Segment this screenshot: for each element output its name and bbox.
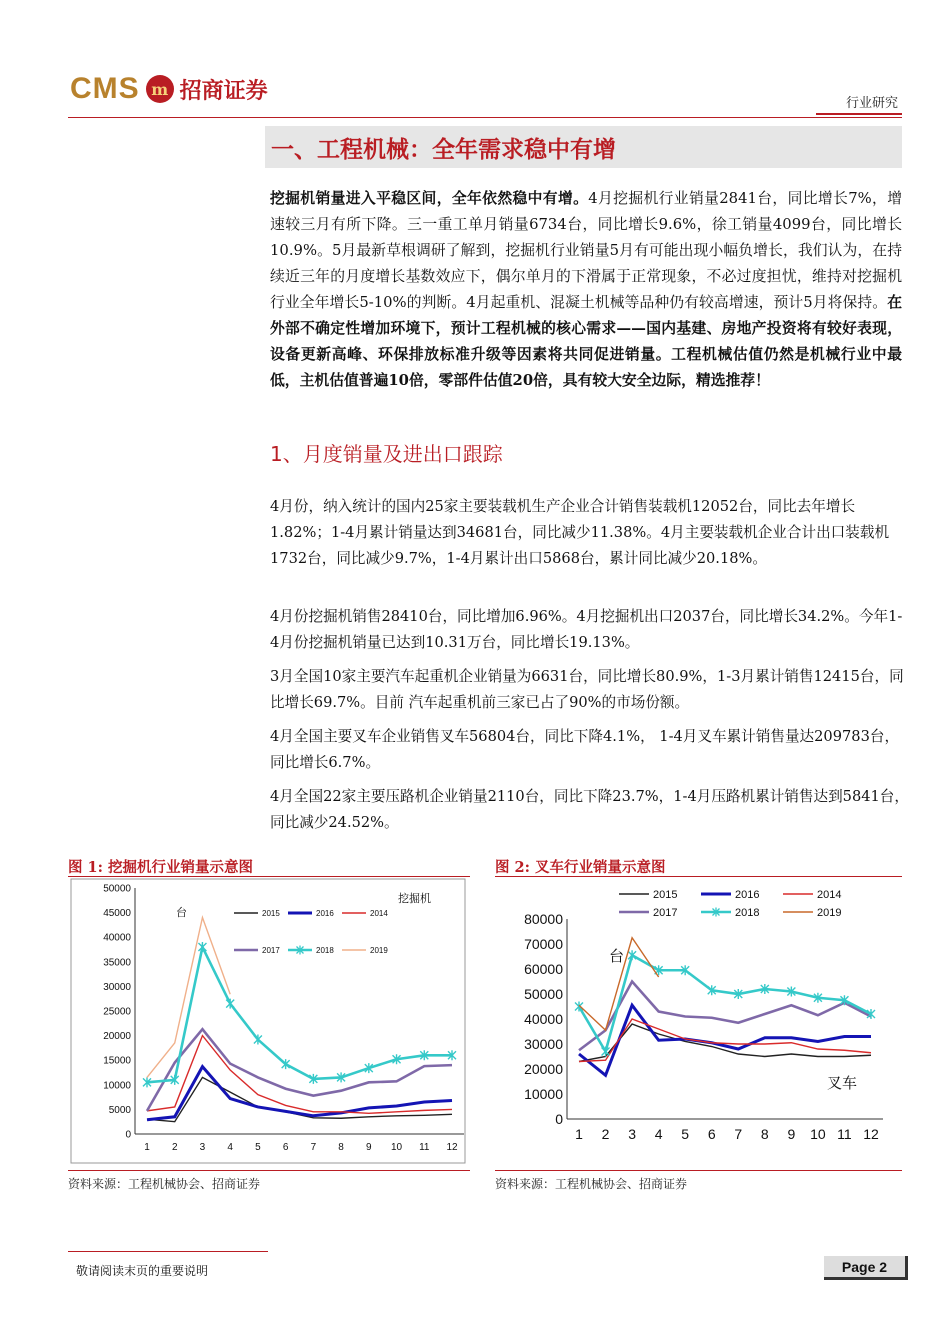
fig1-bottom-rule (68, 1170, 470, 1171)
legend-label-2015: 2015 (653, 888, 678, 901)
fig1-title-rule (68, 876, 470, 877)
x-tick-label: 2 (601, 1126, 610, 1142)
y-tick-label: 20000 (524, 1060, 563, 1077)
fig2-title: 图 2: 叉车行业销量示意图 (495, 859, 666, 876)
chart-series-title: 挖掘机 (398, 893, 431, 905)
fig1-source: 资料来源：工程机械协会、招商证券 (68, 1177, 261, 1191)
x-tick-label: 8 (338, 1142, 344, 1153)
disclaimer-note: 敬请阅读末页的重要说明 (76, 1264, 209, 1278)
y-tick-label: 15000 (103, 1055, 131, 1067)
x-tick-label: 8 (760, 1126, 769, 1142)
summary-paragraph (270, 186, 902, 394)
fig2-title-rule (495, 876, 902, 877)
y-tick-label: 35000 (103, 957, 131, 969)
legend-label-2014: 2014 (370, 908, 388, 918)
paragraph-crane: 3月全国10家主要汽车起重机企业销量为6631台，同比增长80.9%，1-3月累计销售12415台，同比增长69.7%。目前 汽车起重机前三家已占了90%的市场份额。 (270, 668, 904, 711)
series-line-2017 (147, 1029, 452, 1111)
x-tick-label: 6 (707, 1126, 716, 1142)
y-tick-label: 25000 (103, 1006, 131, 1018)
y-tick-label: 20000 (103, 1031, 131, 1043)
section-banner (265, 126, 902, 168)
paragraph-excavator: 4月份挖掘机销售28410台，同比增加6.96%。4月挖掘机出口2037台，同比增长34.2%。今年1-4月份挖掘机销量已达到10.31万台，同比增长19.13%。 (270, 608, 903, 651)
logo-cms-text: CMS (70, 72, 140, 105)
footer-divider (68, 1251, 268, 1252)
x-tick-label: 2 (171, 1142, 178, 1153)
legend-label-2017: 2017 (653, 906, 678, 919)
fig1-chart (70, 878, 466, 1164)
x-tick-label: 5 (255, 1142, 261, 1153)
y-tick-label: 0 (555, 1110, 563, 1127)
header-divider (68, 117, 902, 118)
y-tick-label: 40000 (524, 1010, 563, 1027)
x-tick-label: 7 (310, 1142, 317, 1153)
fig1-title: 图 1: 挖掘机行业销量示意图 (68, 859, 254, 876)
logo-mark-icon: m (146, 75, 174, 103)
fig2-bottom-rule (495, 1170, 902, 1171)
logo-cn-text: 招商证券 (179, 77, 268, 104)
x-tick-label: 1 (575, 1126, 583, 1142)
x-tick-label: 9 (366, 1142, 372, 1153)
legend-label-2019: 2019 (370, 945, 388, 955)
x-tick-label: 7 (734, 1126, 743, 1142)
y-tick-label: 30000 (524, 1035, 563, 1052)
fig2-chart (495, 878, 902, 1164)
x-tick-label: 9 (787, 1126, 796, 1142)
x-tick-label: 12 (446, 1142, 458, 1153)
legend-label-2016: 2016 (735, 888, 760, 901)
y-tick-label: 70000 (524, 935, 563, 952)
x-tick-label: 4 (227, 1142, 233, 1153)
y-tick-label: 45000 (103, 908, 131, 920)
legend-label-2016: 2016 (316, 908, 334, 918)
subheading: 1、月度销量及进出口跟踪 (270, 442, 503, 466)
chart-frame (71, 879, 465, 1163)
y-tick-label: 60000 (524, 960, 563, 977)
y-tick-label: 30000 (103, 981, 131, 993)
report-category: 行业研究 (845, 96, 898, 111)
paragraph-loader: 4月份，纳入统计的国内25家主要装载机生产企业合计销售装载机12052台，同比去年增长1.82%；1-4月累计销量达到34681台，同比减少11.38%。4月主要装载机企业合计出口装载机1732台，同比减少9.7%，1-4月累计出口5868台，累计同比减少20.18%。 (270, 498, 890, 567)
series-marker-2018 (254, 1035, 262, 1045)
y-unit-label: 台 (609, 948, 625, 965)
legend-label-2014: 2014 (817, 888, 842, 901)
series-marker-2018 (628, 950, 636, 960)
summary-tail: 在外部不确定性增加环境下，预计工程机械的核心需求——国内基建、房地产投资将有较好表现，设备更新高峰、环保排放标准升级等因素将共同促进销量。工程机械估值仍然是机械行业中最低，主机估值普遍10倍，零部件估值20倍，具有较大安全边际，精选推荐！ (270, 294, 902, 389)
x-tick-label: 1 (144, 1142, 150, 1153)
x-tick-label: 10 (810, 1126, 826, 1142)
series-line-2016 (579, 1005, 871, 1075)
summary-lead: 挖掘机销量进入平稳区间，全年依然稳中有增。 (270, 190, 589, 207)
series-marker-2018 (282, 1059, 290, 1069)
x-tick-label: 10 (390, 1142, 403, 1153)
legend-label-2019: 2019 (817, 906, 842, 919)
legend-label-2017: 2017 (262, 945, 280, 955)
x-tick-label: 11 (419, 1142, 430, 1153)
series-marker-2018 (198, 942, 206, 952)
chart-series-title: 叉车 (827, 1075, 858, 1092)
y-tick-label: 5000 (108, 1104, 131, 1116)
summary-body: 4月挖掘机行业销量2841台，同比增长7%，增速较三月有所下降。三一重工单月销量6734台，同比增长9.6%，徐工销量4099台，同比增长10.9%。5月最新草根调研了解到，挖掘机行业销量5月有可能出现小幅负增长，我们认为，在持续近三年的月度增长基数效应下，偶尔单月的下滑属于正常现象，不必过度担忧，维持对挖掘机行业全年增长5-10%的判断。4月起重机、混凝土机械等品种仍有较高增速，预计5月将保持。 (270, 190, 902, 311)
y-unit-label: 台 (176, 907, 187, 919)
x-tick-label: 4 (654, 1126, 663, 1142)
legend-label-2018: 2018 (735, 906, 760, 919)
y-tick-label: 10000 (103, 1080, 131, 1092)
series-marker-2018 (602, 1047, 610, 1057)
y-tick-label: 50000 (103, 883, 131, 895)
series-marker-2018 (575, 1002, 583, 1012)
y-tick-label: 80000 (524, 910, 563, 927)
company-logo (70, 72, 268, 106)
series-line-2014 (147, 1036, 452, 1114)
x-tick-label: 3 (199, 1142, 206, 1153)
paragraph-forklift: 4月全国主要叉车企业销售叉车56804台，同比下降4.1%， 1-4月叉车累计销售量达209783台，同比增长6.7%。 (270, 728, 900, 771)
y-tick-label: 50000 (524, 985, 563, 1002)
series-marker-2018 (226, 999, 234, 1009)
header-accent-line (816, 113, 902, 115)
x-tick-label: 5 (681, 1126, 690, 1142)
legend-label-2018: 2018 (316, 945, 334, 955)
x-tick-label: 11 (837, 1126, 852, 1142)
paragraph-roller: 4月全国22家主要压路机企业销量2110台，同比下降23.7%，1-4月压路机累计销售达到5841台，同比减少24.52%。 (270, 788, 909, 831)
legend-label-2015: 2015 (262, 908, 280, 918)
y-tick-label: 10000 (524, 1085, 563, 1102)
y-tick-label: 0 (125, 1129, 131, 1141)
fig2-source: 资料来源：工程机械协会、招商证券 (495, 1177, 688, 1191)
x-tick-label: 3 (628, 1126, 636, 1142)
page-number: Page 2 (824, 1256, 908, 1280)
x-tick-label: 12 (863, 1126, 879, 1142)
x-tick-label: 6 (282, 1142, 289, 1153)
section-title: 一、工程机械：全年需求稳中有增 (271, 136, 616, 163)
y-tick-label: 40000 (103, 932, 131, 944)
